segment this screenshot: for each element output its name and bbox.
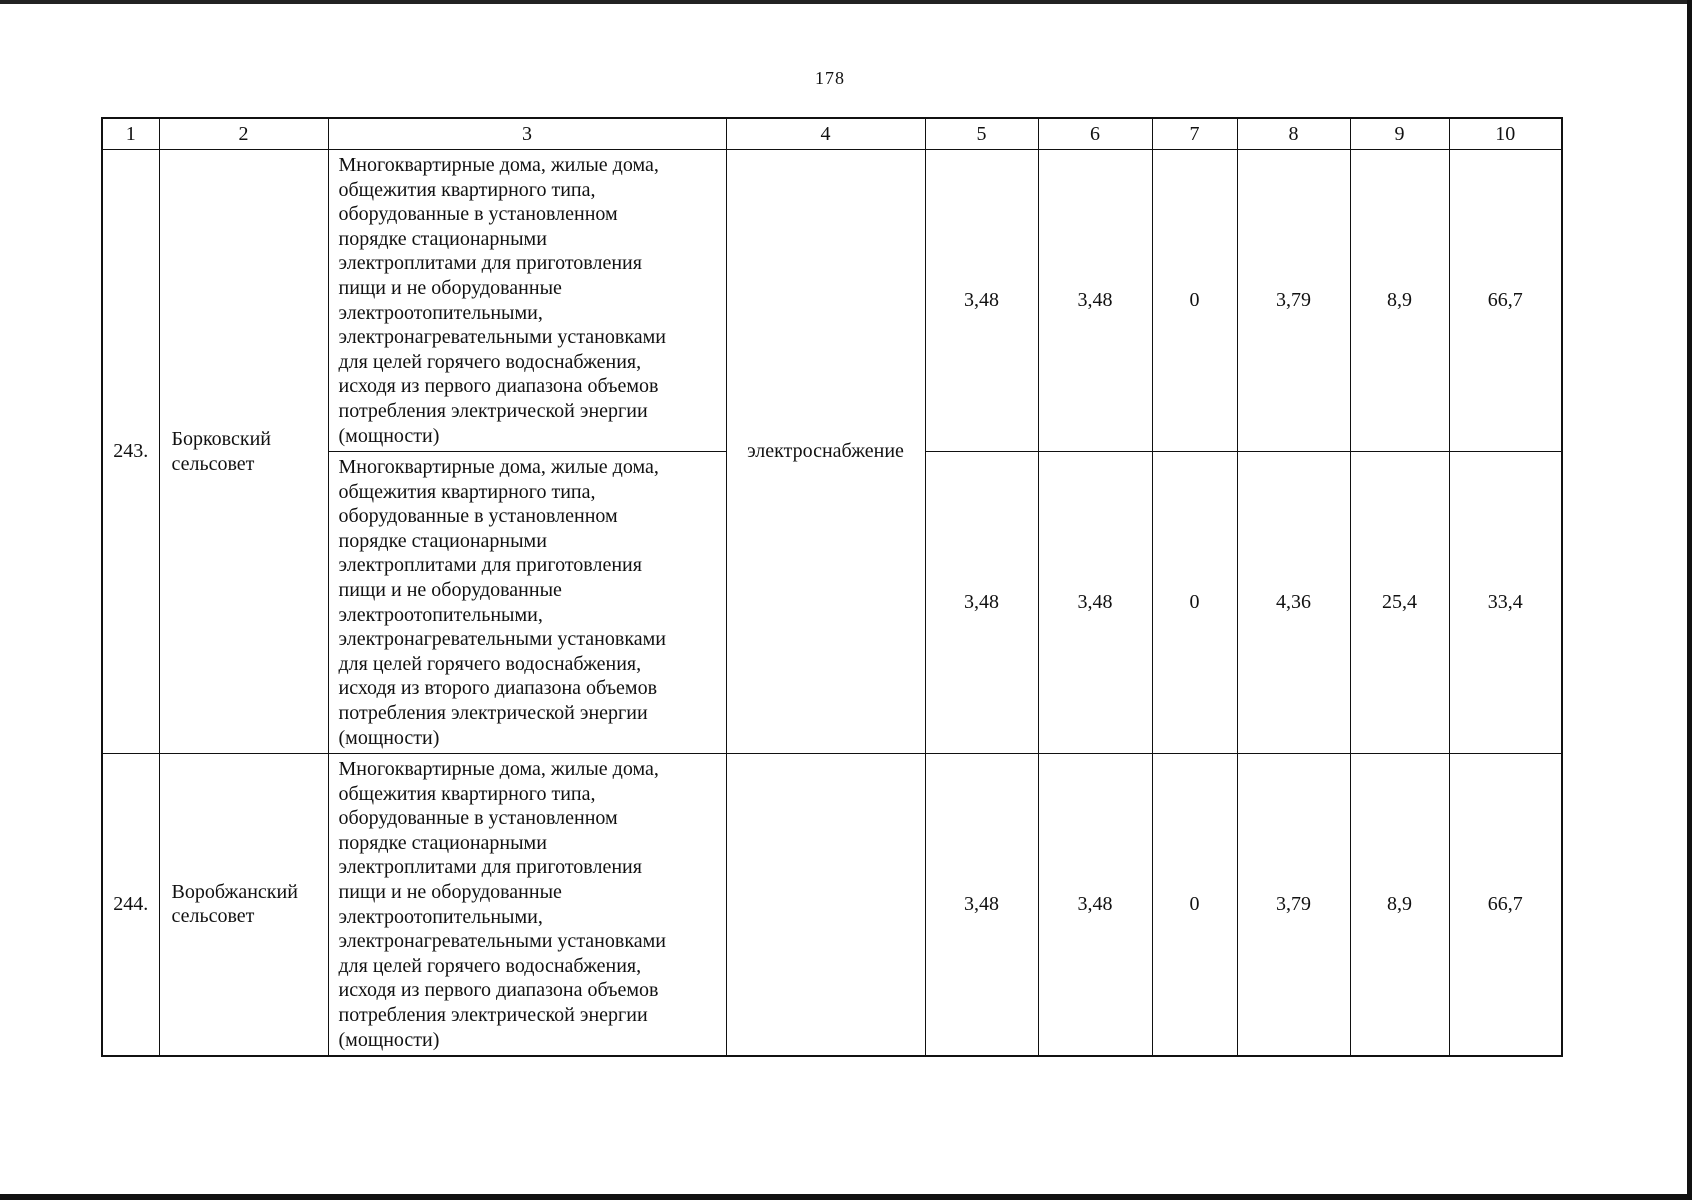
scan-edge-right [1687, 0, 1692, 1200]
value-col-9: 8,9 [1350, 150, 1449, 452]
consumer-description [328, 150, 726, 452]
value-col-10: 66,7 [1449, 150, 1562, 452]
desc-line: электроотопительными, [338, 603, 543, 626]
desc-line: оборудованные в установленном [338, 203, 618, 226]
value-col-9: 25,4 [1350, 452, 1449, 754]
desc-line: для целей горячего водоснабжения, [338, 652, 642, 675]
desc-line: общежития квартирного типа, [338, 480, 596, 503]
desc-line: пищи и не оборудованные [338, 578, 562, 601]
header-row [102, 118, 1562, 150]
header-cell-9: 9 [1350, 118, 1449, 150]
desc-line: потребления электрической энергии [338, 701, 648, 724]
desc-line: общежития квартирного типа, [338, 782, 596, 805]
desc-line: электроплитами для приготовления [338, 554, 642, 577]
value-col-6: 3,48 [1038, 754, 1152, 1056]
value-col-5: 3,48 [925, 754, 1038, 1056]
header-cell-7: 7 [1152, 118, 1237, 150]
settlement-name [159, 150, 328, 754]
value-col-10: 33,4 [1449, 452, 1562, 754]
settlement-name-line: сельсовет [171, 452, 255, 475]
desc-line: общежития квартирного типа, [338, 178, 596, 201]
desc-line: электроотопительными, [338, 905, 543, 928]
desc-line: порядке стационарными [338, 529, 547, 552]
desc-line: электронагревательными установками [338, 628, 666, 651]
header-cell-6: 6 [1038, 118, 1152, 150]
desc-line: оборудованные в установленном [338, 505, 618, 528]
header-cell-5: 5 [925, 118, 1038, 150]
value-col-10: 66,7 [1449, 754, 1562, 1056]
value-col-5: 3,48 [925, 452, 1038, 754]
desc-line: порядке стационарными [338, 227, 547, 250]
desc-line: порядке стационарными [338, 831, 547, 854]
value-col-7: 0 [1152, 452, 1237, 754]
service-type: электроснабжение [726, 150, 925, 754]
desc-line: исходя из второго диапазона объемов [338, 677, 658, 700]
value-col-5: 3,48 [925, 150, 1038, 452]
desc-line: Многоквартирные дома, жилые дома, [338, 154, 659, 176]
scan-edge-top [0, 0, 1692, 4]
scan-edge-bottom [0, 1194, 1692, 1200]
desc-line: пищи и не оборудованные [338, 880, 562, 903]
value-col-8: 4,36 [1237, 452, 1350, 754]
desc-line: (мощности) [338, 1028, 440, 1051]
header-cell-10: 10 [1449, 118, 1562, 150]
desc-line: Многоквартирные дома, жилые дома, [338, 456, 659, 478]
desc-line: электронагревательными установками [338, 326, 666, 349]
table-row [102, 754, 1562, 1056]
row-number: 244. [102, 754, 159, 1056]
header-cell-1: 1 [102, 118, 159, 150]
service-type-empty [726, 754, 925, 1056]
desc-line: электроплитами для приготовления [338, 856, 642, 879]
desc-line: потребления электрической энергии [338, 1003, 648, 1026]
settlement-name [159, 754, 328, 1056]
header-cell-8: 8 [1237, 118, 1350, 150]
desc-line: оборудованные в установленном [338, 807, 618, 830]
value-col-6: 3,48 [1038, 150, 1152, 452]
desc-line: исходя из первого диапазона объемов [338, 375, 659, 398]
value-col-9: 8,9 [1350, 754, 1449, 1056]
page-number: 178 [815, 68, 845, 88]
value-col-7: 0 [1152, 754, 1237, 1056]
value-col-8: 3,79 [1237, 754, 1350, 1056]
value-col-8: 3,79 [1237, 150, 1350, 452]
consumer-description [328, 452, 726, 754]
settlement-name-line: Борковский [171, 427, 272, 450]
desc-line: потребления электрической энергии [338, 399, 648, 422]
settlement-name-line: Воробжанский [171, 880, 298, 903]
desc-line: (мощности) [338, 424, 440, 447]
desc-line: Многоквартирные дома, жилые дома, [338, 758, 659, 780]
desc-line: электроплитами для приготовления [338, 252, 642, 275]
tariff-table [101, 117, 1563, 1057]
settlement-name-line: сельсовет [171, 905, 255, 928]
desc-line: (мощности) [338, 726, 440, 749]
value-col-7: 0 [1152, 150, 1237, 452]
desc-line: пищи и не оборудованные [338, 276, 562, 299]
header-cell-2: 2 [159, 118, 328, 150]
header-cell-3: 3 [328, 118, 726, 150]
table-row [102, 150, 1562, 452]
value-col-6: 3,48 [1038, 452, 1152, 754]
header-cell-4: 4 [726, 118, 925, 150]
desc-line: для целей горячего водоснабжения, [338, 350, 642, 373]
row-number: 243. [102, 150, 159, 754]
desc-line: электроотопительными, [338, 301, 543, 324]
desc-line: электронагревательными установками [338, 930, 666, 953]
desc-line: для целей горячего водоснабжения, [338, 954, 642, 977]
desc-line: исходя из первого диапазона объемов [338, 979, 659, 1002]
consumer-description [328, 754, 726, 1056]
